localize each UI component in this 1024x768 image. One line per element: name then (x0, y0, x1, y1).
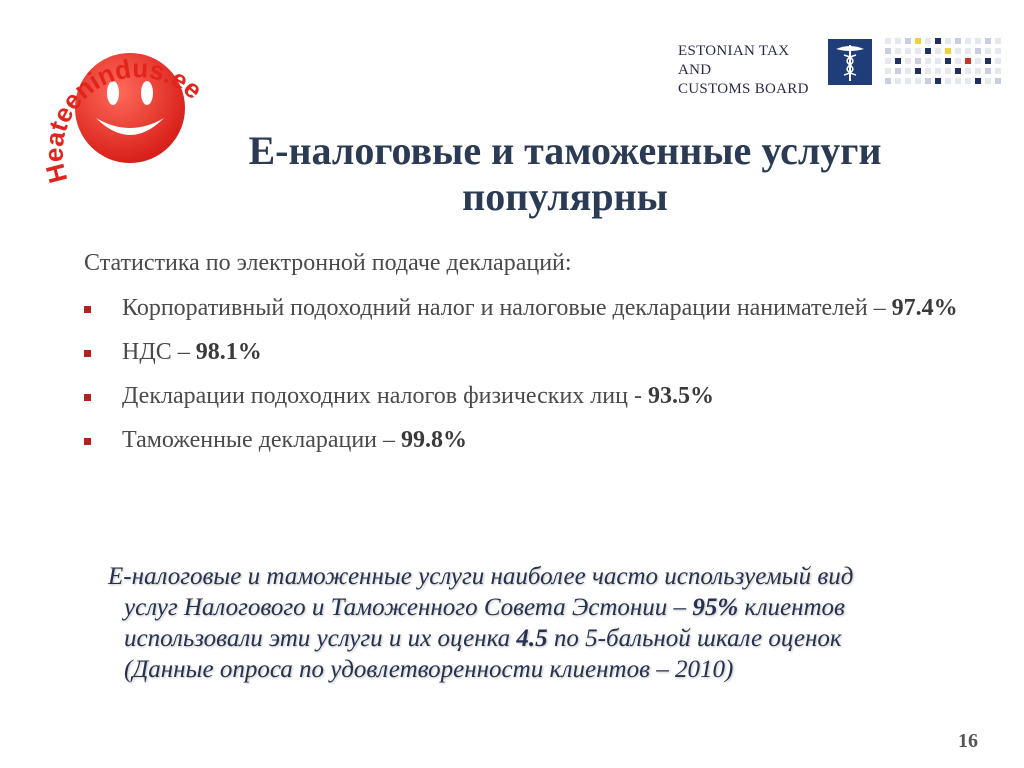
decorative-dot (985, 48, 991, 54)
stat-value: 98.1% (195, 339, 262, 365)
decorative-dot (915, 68, 921, 74)
decorative-dot (895, 78, 901, 84)
decorative-dot (965, 68, 971, 74)
summary-note-line4: (Данные опроса по удовлетворенности клиентов – 2010) (124, 656, 734, 683)
decorative-dot (945, 58, 951, 64)
decorative-dot (915, 48, 921, 54)
decorative-dot (925, 78, 931, 84)
decorative-dot (895, 68, 901, 74)
decorative-dot (895, 48, 901, 54)
decorative-dot (985, 38, 991, 44)
decorative-dot (885, 68, 891, 74)
caduceus-emblem-icon (828, 39, 872, 85)
decorative-dot (885, 58, 891, 64)
note-text: услуг Налогового и Таможенного Совета Эстонии – (124, 594, 693, 621)
note-rating: 4.5 (516, 625, 548, 652)
decorative-dot (955, 58, 961, 64)
list-item (84, 294, 964, 322)
note-percent: 95% (692, 594, 739, 621)
decorative-dot (965, 78, 971, 84)
logo-text: Heateenindus.ee (38, 53, 209, 187)
decorative-dot (935, 78, 941, 84)
decorative-dot (945, 68, 951, 74)
decorative-dot (905, 68, 911, 74)
decorative-dot (955, 38, 961, 44)
bullet-square-icon (84, 306, 91, 313)
decorative-dot (905, 38, 911, 44)
decorative-dot (995, 78, 1001, 84)
slide-title-line1: Е-налоговые и таможенные услуги (248, 128, 882, 173)
decorative-dot (965, 48, 971, 54)
decorative-dot (955, 48, 961, 54)
note-text: клиентов (738, 594, 845, 621)
decorative-dot (935, 68, 941, 74)
decorative-dot (915, 38, 921, 44)
decorative-dot (975, 38, 981, 44)
statistics-intro: Статистика по электронной подаче деклараций: (84, 250, 572, 276)
decorative-dot (975, 78, 981, 84)
stat-label: Корпоративный подоходний налог и налоговые декларации нанимателей – (122, 295, 892, 321)
page-number: 16 (958, 730, 978, 752)
stat-value: 97.4% (891, 295, 958, 321)
decorative-dot (925, 68, 931, 74)
decorative-dot (965, 38, 971, 44)
decorative-dot (985, 58, 991, 64)
decorative-dot (955, 68, 961, 74)
bullet-square-icon (84, 350, 91, 357)
decorative-dot (925, 58, 931, 64)
decorative-dot (905, 48, 911, 54)
decorative-dot (915, 58, 921, 64)
agency-name-line1: ESTONIAN TAX AND (678, 43, 790, 78)
decorative-dot (925, 38, 931, 44)
stat-value: 93.5% (647, 383, 714, 409)
note-text: по 5-бальной шкале оценок (547, 625, 842, 652)
decorative-dot (995, 38, 1001, 44)
decorative-dot (935, 58, 941, 64)
decorative-dot (985, 78, 991, 84)
decorative-dot (995, 68, 1001, 74)
decorative-dot (895, 58, 901, 64)
statistics-list (84, 294, 964, 470)
decorative-dot (995, 48, 1001, 54)
decorative-dot (885, 48, 891, 54)
stat-label: Декларации подоходних налогов физических лиц - (122, 383, 648, 409)
decorative-dot (975, 48, 981, 54)
decorative-dot (905, 58, 911, 64)
list-item (84, 382, 964, 410)
decorative-dot-grid-icon (884, 37, 1008, 89)
summary-note-line3 (108, 623, 978, 654)
summary-note (108, 561, 978, 685)
decorative-dot (945, 38, 951, 44)
decorative-dot (905, 78, 911, 84)
note-text: использовали эти услуги и их оценка (124, 625, 517, 652)
agency-name (678, 42, 818, 99)
bullet-square-icon (84, 394, 91, 401)
list-item (84, 426, 964, 454)
decorative-dot (955, 78, 961, 84)
decorative-dot (945, 78, 951, 84)
stat-label: Таможенные декларации – (122, 427, 402, 453)
stat-label: НДС – (122, 339, 196, 365)
summary-note-line2 (108, 592, 978, 623)
bullet-square-icon (84, 438, 91, 445)
decorative-dot (935, 38, 941, 44)
slide-title (150, 128, 980, 220)
decorative-dot (885, 38, 891, 44)
decorative-dot (975, 68, 981, 74)
decorative-dot (945, 48, 951, 54)
decorative-dot (885, 78, 891, 84)
slide-title-line2: популярны (462, 174, 668, 219)
decorative-dot (925, 48, 931, 54)
decorative-dot (995, 58, 1001, 64)
decorative-dot (975, 58, 981, 64)
decorative-dot (965, 58, 971, 64)
summary-note-line1: Е-налоговые и таможенные услуги наиболее часто используемый вид (108, 563, 854, 590)
decorative-dot (935, 48, 941, 54)
decorative-dot (915, 78, 921, 84)
agency-name-line2: CUSTOMS BOARD (678, 81, 809, 97)
stat-value: 99.8% (401, 427, 468, 453)
decorative-dot (985, 68, 991, 74)
list-item (84, 338, 964, 366)
decorative-dot (895, 38, 901, 44)
